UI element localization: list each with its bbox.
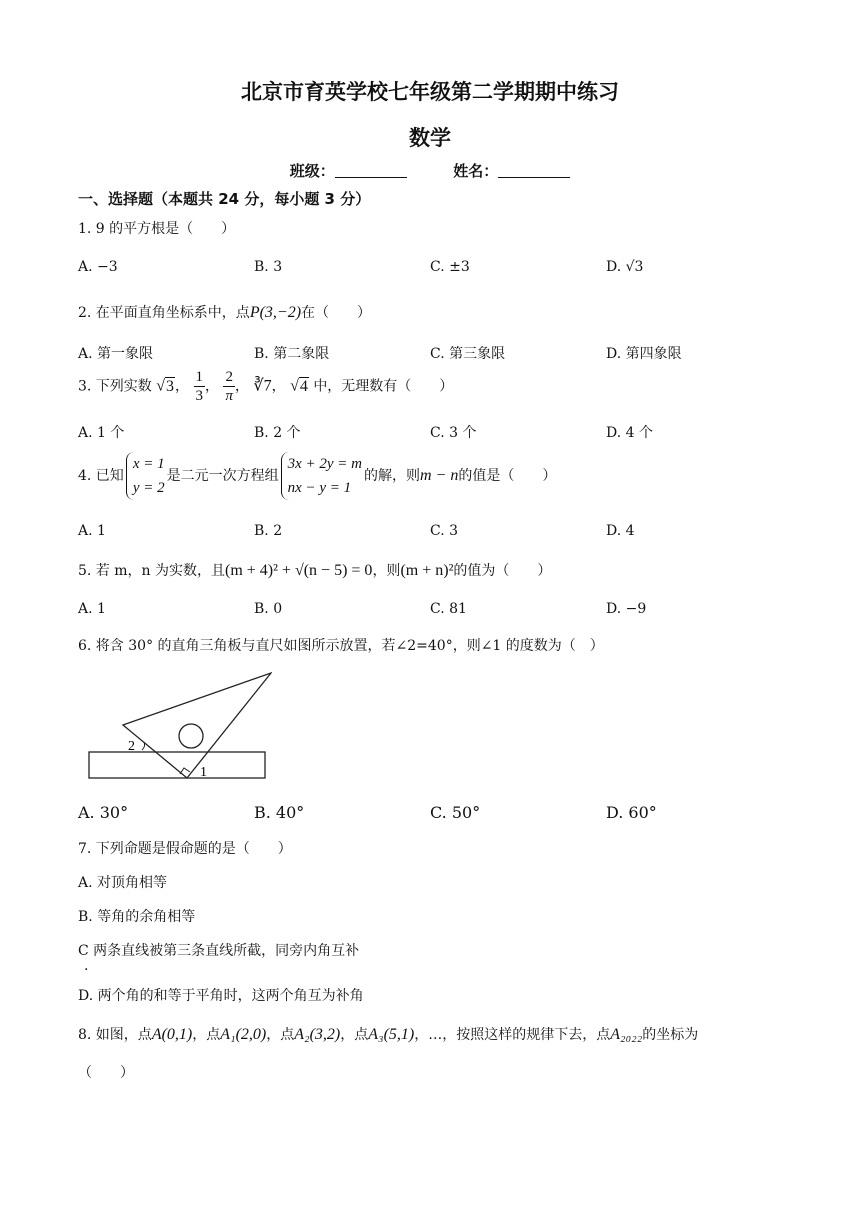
q1-option-a: A. −3 xyxy=(78,259,118,275)
name-label: 姓名： xyxy=(453,162,499,180)
q2-option-a: A. 第一象限 xyxy=(78,346,154,362)
q5-option-b: B. 0 xyxy=(254,601,283,617)
q5-stem-mid: ，则 xyxy=(372,563,401,579)
ruler-shape xyxy=(89,752,265,778)
q2-option-c: C. 第三象限 xyxy=(430,346,506,362)
name-blank[interactable] xyxy=(498,163,570,178)
angle-1-label: 1 xyxy=(200,765,207,780)
q8-stem: 8. 如图，点A(0,1)，点A₁(2,0)，点A₂(3,2)，点A₃(5,1)，…，按照这样的规律下去，点A₂₀₂₂的坐标为 xyxy=(78,1026,699,1043)
q8-point-a: A(0,1) xyxy=(151,1026,193,1043)
q4-solution-system: x = 1 y = 2 xyxy=(126,452,165,500)
q3-option-d: D. 4 个 xyxy=(606,425,653,441)
q1-stem: 1. 9 的平方根是（ ） xyxy=(78,221,236,237)
q6-option-a: A. 30° xyxy=(78,803,129,822)
class-label: 班级： xyxy=(289,162,335,180)
q4-stem-post2: 的值是（ ） xyxy=(458,468,557,484)
q8-point-a1: A₁(2,0) xyxy=(220,1026,267,1043)
q4-option-d: D. 4 xyxy=(606,523,635,539)
exam-subject: 数学 xyxy=(409,126,451,150)
q4-stem xyxy=(78,452,556,500)
q6-option-c: C. 50° xyxy=(430,803,481,822)
q8-point-a2: A₂(3,2) xyxy=(294,1026,341,1043)
q2-stem xyxy=(78,302,371,322)
q8-target-point: A₂₀₂₂ xyxy=(610,1026,643,1043)
q4-option-b: B. 2 xyxy=(254,523,283,539)
q4-stem-post1: 的解，则 xyxy=(364,468,420,484)
q5-option-c: C. 81 xyxy=(430,601,467,617)
q3-stem-post: 中，无理数有（ ） xyxy=(313,378,454,395)
q5-stem xyxy=(78,560,551,580)
q2-option-d: D. 第四象限 xyxy=(606,346,682,362)
q3-stem-pre: 3. 下列实数 xyxy=(78,378,152,395)
q4-expression: m − n xyxy=(420,467,459,484)
q7-option-b: B. 等角的余角相等 xyxy=(78,909,196,925)
angle-2-label: 2 xyxy=(128,739,135,754)
q5-stem-pre: 5. 若 m，n 为实数，且 xyxy=(78,563,225,579)
q8-stem-end: 的坐标为 xyxy=(642,1027,699,1043)
q5-expression: (m + n)² xyxy=(400,562,454,579)
q3-sqrt4: √4 xyxy=(290,377,308,395)
q3-option-b: B. 2 个 xyxy=(254,425,301,441)
q4-equation-system: 3x + 2y = m nx − y = 1 xyxy=(281,452,362,500)
student-info-line xyxy=(0,160,860,181)
q5-option-d: D. −9 xyxy=(606,601,647,617)
q2-option-b: B. 第二象限 xyxy=(254,346,330,362)
q7-option-d: D. 两个角的和等于平角时，这两个角互为补角 xyxy=(78,988,364,1004)
q2-stem-post: 在（ ） xyxy=(301,305,372,321)
angle-2-arc xyxy=(142,742,145,750)
q5-stem-post: 的值为（ ） xyxy=(453,563,552,579)
q8-stem-post: ，…，按照这样的规律下去，点 xyxy=(414,1027,611,1043)
q4-stem-mid: 是二元一次方程组 xyxy=(166,468,279,484)
q1-option-c: C. ±3 xyxy=(430,259,470,275)
q5-option-a: A. 1 xyxy=(78,601,106,617)
q1-option-b: B. 3 xyxy=(254,259,283,275)
q4-option-a: A. 1 xyxy=(78,523,106,539)
section-heading: 一、选择题（本题共 24 分，每小题 3 分） xyxy=(78,190,371,208)
q3-option-a: A. 1 个 xyxy=(78,425,125,441)
q7-option-a: A. 对顶角相等 xyxy=(78,875,168,891)
q1-option-d: D. √3 xyxy=(606,259,644,275)
q6-stem: 6. 将含 30° 的直角三角板与直尺如图所示放置，若∠2=40°，则∠1 的度数为（ ） xyxy=(78,638,604,654)
q3-stem: 3. 下列实数 √3， $\frac{1}{3}$ ， $\frac{2}{\pi}$ ， ∛7， √4 中，无理数有（ ） xyxy=(78,369,454,404)
q8-stem-pre: 8. 如图，点 xyxy=(78,1027,152,1043)
stray-dot: . xyxy=(84,958,89,974)
q8-answer-paren: （ ） xyxy=(78,1065,134,1081)
q6-option-d: D. 60° xyxy=(606,803,657,822)
q3-option-c: C. 3 个 xyxy=(430,425,477,441)
q2-point: P(3,−2) xyxy=(249,304,302,321)
q2-stem-pre: 2. 在平面直角坐标系中，点 xyxy=(78,305,250,321)
q7-stem: 7. 下列命题是假命题的是（ ） xyxy=(78,841,292,857)
triangle-ruler-figure xyxy=(86,670,272,782)
q4-stem-pre: 4. 已知 xyxy=(78,468,124,484)
q3-sqrt3: √3 xyxy=(156,377,175,395)
exam-title: 北京市育英学校七年级第二学期期中练习 xyxy=(241,80,619,104)
triangle-hole xyxy=(179,724,203,748)
q5-equation: (m + 4)² + √(n − 5) = 0 xyxy=(225,562,373,579)
q3-fraction-2-pi: $\frac{2}{\pi}$ xyxy=(225,369,233,404)
class-blank[interactable] xyxy=(335,163,407,178)
q3-cbrt7: ∛7 xyxy=(253,377,272,395)
q3-fraction-1-3: $\frac{1}{3}$ xyxy=(195,369,203,404)
q7-option-c: C 两条直线被第三条直线所截，同旁内角互补 xyxy=(78,943,360,959)
q6-option-b: B. 40° xyxy=(254,803,305,822)
q4-option-c: C. 3 xyxy=(430,523,459,539)
q8-point-a3: A₃(5,1) xyxy=(368,1026,415,1043)
